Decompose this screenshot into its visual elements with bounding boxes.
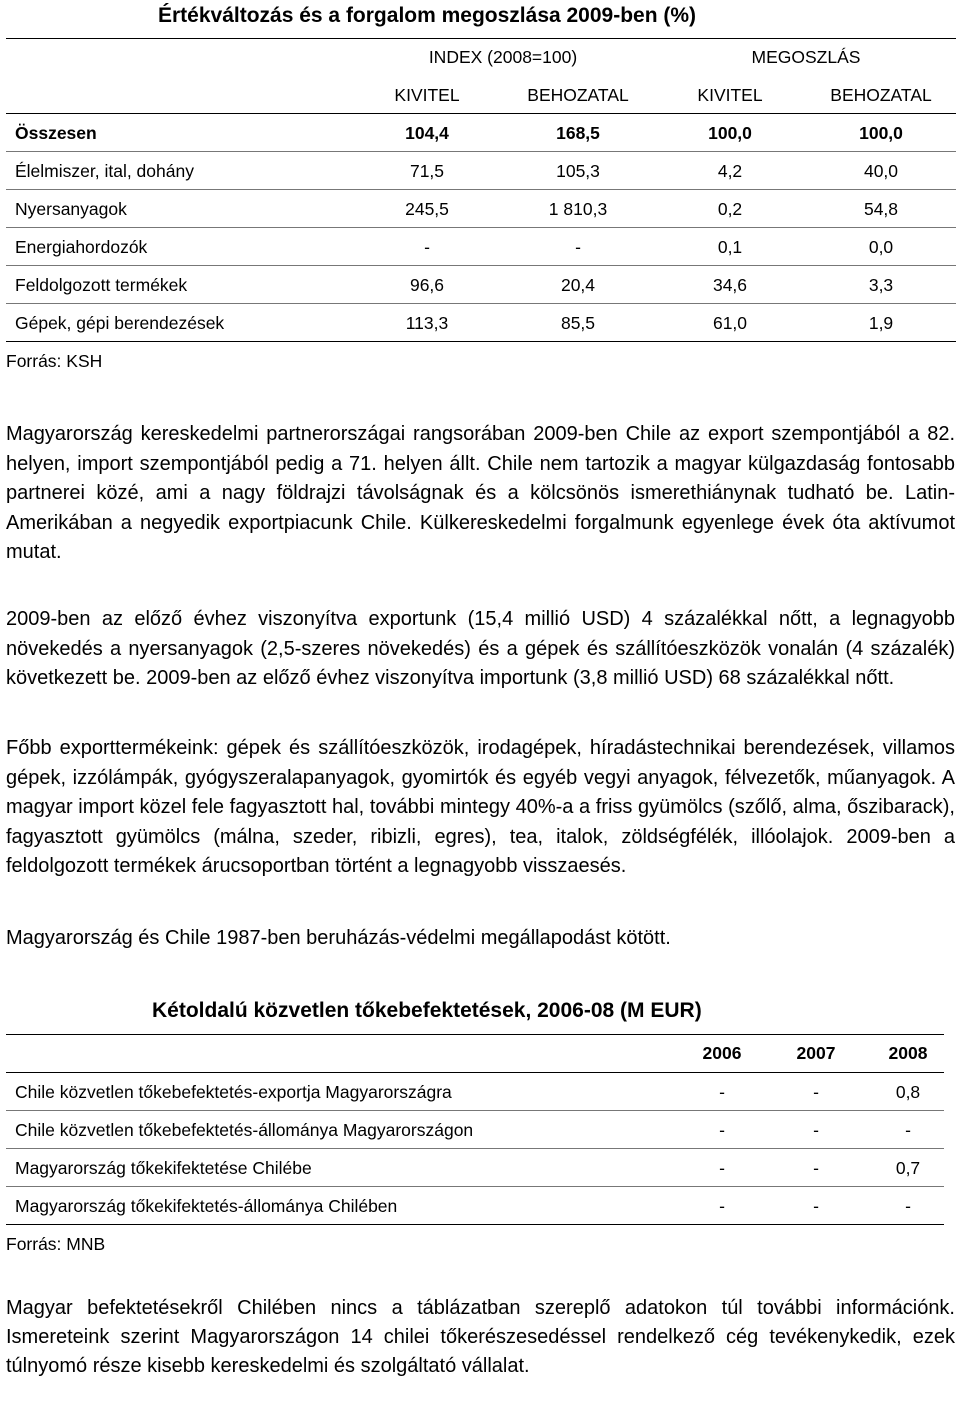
table1-cell: 113,3 [405, 313, 449, 333]
table1-bottom-rule [6, 341, 956, 342]
table2-cell: 0,8 [895, 1082, 921, 1102]
table1-row-label: Összesen [15, 123, 97, 143]
table2-cell: - [813, 1082, 819, 1102]
paragraph: 2009-ben az előző évhez viszonyítva exportunk (15,4 millió USD) 4 százalékkal nőtt, a legnagyobb növekedés a nyersanyagok (2,5-szeres növekedés) és a gépek és szállítóeszközök vonalán (4 százalék) következett be. 2009-ben az előző évhez viszonyítva importunk (3,8 millió USD) 68 százalékkal nőtt. [6, 608, 955, 689]
table2-title: Kétoldalú közvetlen tőkebefektetések, 2006-08 (M EUR) [152, 999, 702, 1022]
table1-cell: 40,0 [863, 161, 899, 181]
table2-cell: - [719, 1120, 725, 1140]
table2-row-label: Chile közvetlen tőkebefektetés-exportja Magyarországra [15, 1082, 452, 1102]
table1-cell: 0,1 [717, 237, 743, 257]
table1-source: Forrás: KSH [6, 351, 103, 371]
table1-cell: - [424, 237, 430, 257]
table1-cell: 4,2 [717, 161, 743, 181]
table2-row-label: Chile közvetlen tőkebefektetés-állománya Magyarországon [15, 1120, 474, 1140]
table1-col-kivitel-megoszlas: KIVITEL [697, 85, 763, 105]
table2-cell: - [905, 1196, 911, 1216]
table1-cell: 20,4 [560, 275, 596, 295]
table2-cell: - [905, 1120, 911, 1140]
table1-col-behozatal-index: BEHOZATAL [527, 85, 629, 105]
table1-col-kivitel-index: KIVITEL [394, 85, 460, 105]
table1-cell: 54,8 [863, 199, 899, 219]
table1-cell: 1,9 [868, 313, 894, 333]
table1-row-label: Nyersanyagok [15, 199, 127, 219]
table1-row-label: Energiahordozók [15, 237, 148, 257]
paragraph: Magyarország és Chile 1987-ben beruházás-védelmi megállapodást kötött. [6, 927, 671, 949]
table1-row-label: Élelmiszer, ital, dohány [15, 161, 194, 181]
table2-cell: - [813, 1196, 819, 1216]
table1-cell: 96,6 [409, 275, 445, 295]
table2-header-rule [6, 1072, 944, 1073]
table1-cell: - [575, 237, 581, 257]
table1-row-rule [6, 265, 956, 266]
table1-cell: 168,5 [556, 123, 600, 143]
table2-row-rule [6, 1148, 944, 1149]
table1-col-behozatal-megoszlas: BEHOZATAL [830, 85, 932, 105]
table1-cell: 3,3 [868, 275, 894, 295]
table1-row-rule [6, 303, 956, 304]
table1-row-rule [6, 189, 956, 190]
paragraph: Főbb exporttermékeink: gépek és szállítóeszközök, irodagépek, híradástechnikai berendezések, villamos gépek, izzólámpák, gyógyszeralapanyagok, gyomirtók és egyéb vegyi anyagok, félvezetők, műanyagok. A magyar import közel fele fagyasztott hal, további mintegy 40%-a a friss gyümölcs (szőlő, alma, őszibarack), fagyasztott gyümölcs (málna, szeder, ribizli, egres), tea, italok, zöldségfélék, illóolajok. 2009-ben a feldolgozott termékek árucsoportban történt a legnagyobb visszaesés. [6, 737, 955, 877]
table1-cell: 61,0 [712, 313, 748, 333]
table2-cell: - [813, 1158, 819, 1178]
table1-group-header-megoszlas: MEGOSZLÁS [751, 47, 861, 67]
table1-row-rule [6, 227, 956, 228]
table2-year-2008: 2008 [888, 1043, 928, 1063]
table1-row-label: Gépek, gépi berendezések [15, 313, 225, 333]
table1-cell: 104,4 [405, 123, 449, 143]
table2-year-2006: 2006 [702, 1043, 742, 1063]
table2-source: Forrás: MNB [6, 1234, 106, 1254]
closing-paragraph: Magyar befektetésekről Chilében nincs a táblázatban szereplő adatokon túl további információnk. Ismereteink szerint Magyarországon 14 chilei tőkerészesedéssel rendelkező cég tevékenykedik, ezek túlnyomó része kisebb kereskedelmi és szolgáltató vállalat. [6, 1297, 955, 1377]
table2-row-label: Magyarország tőkekifektetése Chilébe [15, 1158, 312, 1178]
table2-cell: - [719, 1158, 725, 1178]
paragraph: Magyarország kereskedelmi partnerországai rangsorában 2009-ben Chile az export szempontjából a 82. helyen, import szempontjából pedig a 71. helyen állt. Chile nem tartozik a magyar külgazdaság fontosabb partnerei közé, ami a nagy földrajzi távolságnak és a kölcsönös ismerethiánynak tudható be. Latin-Amerikában a negyedik exportpiacunk Chile. Külkereskedelmi forgalmunk egyenlege évek óta aktívumot mutat. [6, 423, 955, 563]
table1-row-rule [6, 151, 956, 152]
table1-cell: 105,3 [556, 161, 600, 181]
table2-top-rule [6, 1034, 944, 1035]
table2-row-rule [6, 1110, 944, 1111]
table2-row-rule [6, 1186, 944, 1187]
table2-cell: - [813, 1120, 819, 1140]
table1-header-rule [6, 113, 956, 114]
table1-cell: 71,5 [409, 161, 445, 181]
table2-row-label: Magyarország tőkekifektetés-állománya Chilében [15, 1196, 398, 1216]
table1-cell: 100,0 [708, 123, 752, 143]
table1-cell: 0,0 [868, 237, 894, 257]
table1-cell: 245,5 [405, 199, 449, 219]
table2-cell: - [719, 1196, 725, 1216]
table2-bottom-rule [6, 1224, 944, 1225]
table1-group-header-index: INDEX (2008=100) [428, 47, 578, 67]
table1-cell: 100,0 [859, 123, 903, 143]
table1-cell: 1 810,3 [548, 199, 608, 219]
table2-year-2007: 2007 [796, 1043, 836, 1063]
table1-cell: 85,5 [560, 313, 596, 333]
table2-cell: 0,7 [895, 1158, 921, 1178]
table1-title: Értékváltozás és a forgalom megoszlása 2009-ben (%) [158, 4, 697, 27]
table2-cell: - [719, 1082, 725, 1102]
table1-row-label: Feldolgozott termékek [15, 275, 188, 295]
table1-cell: 0,2 [717, 199, 743, 219]
table1-cell: 34,6 [712, 275, 748, 295]
table1-top-rule [6, 38, 956, 39]
